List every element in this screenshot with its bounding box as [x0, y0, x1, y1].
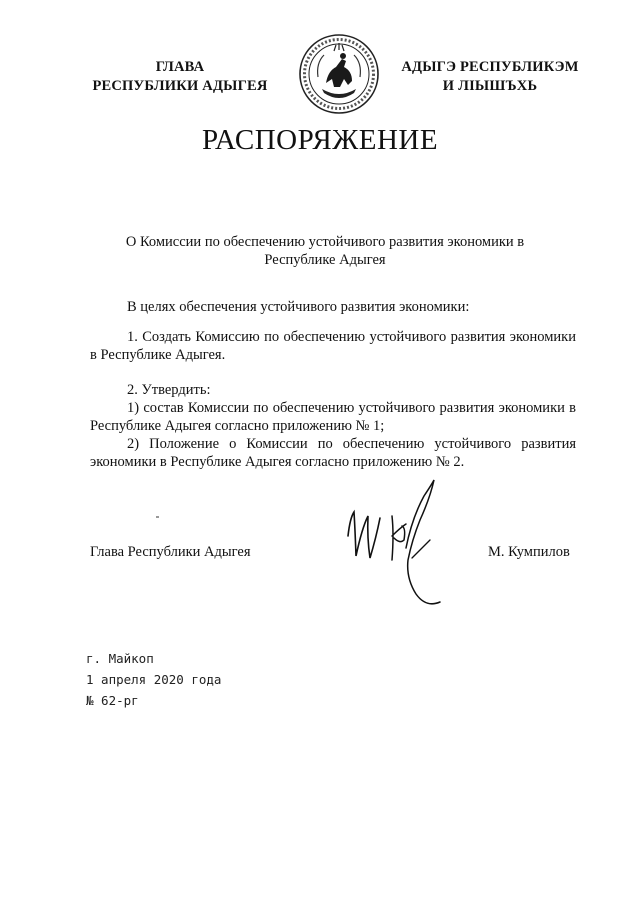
- body-intro: В целях обеспечения устойчивого развития экономики:: [127, 299, 470, 315]
- header-left-line-2: РЕСПУБЛИКИ АДЫГЕЯ: [92, 78, 268, 94]
- signatory-role: Глава Республики Адыгея: [90, 544, 251, 560]
- document-subject: О Комиссии по обеспечению устойчивого развития экономики в Республике Адыгея: [125, 234, 525, 268]
- body-item-2: 2. Утвердить:: [127, 382, 211, 398]
- header-left-line-1: ГЛАВА: [155, 59, 205, 75]
- body-item-2-2: 2) Положение о Комиссии по обеспечению устойчивого развития экономики в Республике Адыгея согласно приложению № 2.: [90, 436, 576, 470]
- header-left-authority: [80, 58, 280, 96]
- body-item-2-1: 1) состав Комиссии по обеспечению устойчивого развития экономики в Республике Адыгея согласно приложению № 1;: [90, 400, 576, 434]
- header-right-line-1: АДЫГЭ РЕСПУБЛИКЭМ: [401, 59, 579, 75]
- header-right-authority: [385, 58, 595, 96]
- stamp-date: 1 апреля 2020 года: [86, 672, 222, 687]
- signatory-name: М. Кумпилов: [488, 544, 570, 560]
- registration-stamp: [86, 648, 221, 711]
- stamp-number: № 62-рг: [86, 693, 139, 708]
- stamp-city: г. Майкоп: [86, 651, 154, 666]
- document-title: РАСПОРЯЖЕНИЕ: [201, 124, 439, 156]
- body-item-1: 1. Создать Комиссию по обеспечению устойчивого развития экономики в Республике Адыгея.: [90, 329, 576, 363]
- header-right-line-2: И ЛІЫШЪХЬ: [442, 78, 538, 94]
- coat-of-arms-icon: [298, 33, 380, 115]
- scan-speck: [156, 516, 159, 518]
- handwritten-signature: [340, 478, 460, 613]
- document-body: [90, 298, 576, 471]
